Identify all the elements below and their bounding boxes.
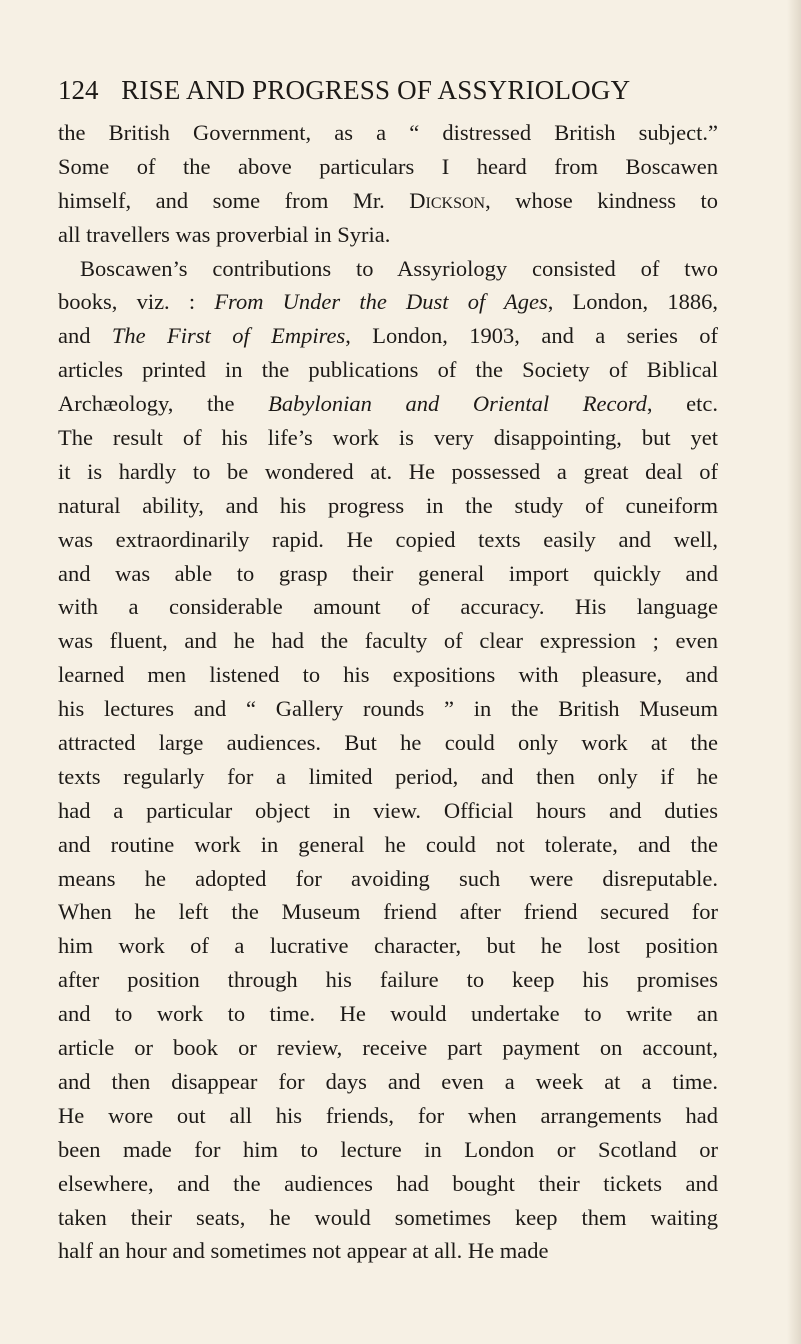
text-line [58, 997, 718, 1031]
running-title: RISE AND PROGRESS OF ASSYRIOLOGY [121, 75, 631, 105]
text-run: and routine work in general he could not tolerate, and the [58, 831, 718, 857]
text-line [58, 1201, 718, 1235]
text-run: been made for him to lecture in London or Scotland or [58, 1136, 718, 1162]
text-run: with a considerable amount of accuracy. His language [58, 594, 718, 620]
text-line [58, 218, 718, 252]
italic-title: From Under the Dust of Ages [214, 289, 548, 315]
text-run: natural ability, and his progress in the study of cuneiform [58, 492, 718, 518]
text-line [58, 455, 718, 489]
text-line [58, 523, 718, 557]
body-text [58, 116, 718, 1268]
text-run: The result of his life’s work is very disappointing, but yet [58, 425, 718, 451]
text-run: , whose kindness to [485, 187, 718, 213]
text-line [58, 184, 718, 218]
text-line [58, 794, 718, 828]
text-run: it is hardly to be wondered at. He possessed a great deal of [58, 458, 718, 484]
text-line [58, 895, 718, 929]
text-run: had a particular object in view. Official hours and duties [58, 797, 718, 823]
text-line [58, 963, 718, 997]
text-run: taken their seats, he would sometimes keep them waiting [58, 1204, 718, 1230]
text-line [58, 658, 718, 692]
text-line [58, 353, 718, 387]
text-line [58, 828, 718, 862]
text-run: and [58, 323, 112, 349]
text-line [58, 726, 718, 760]
text-line [58, 862, 718, 896]
text-run: articles printed in the publications of the Society of Biblical [58, 357, 718, 383]
text-line [58, 1031, 718, 1065]
italic-title: The First of Empires [111, 323, 346, 349]
text-line [58, 1234, 718, 1268]
text-run: learned men listened to his expositions with pleasure, and [58, 662, 718, 688]
text-run: and to work to time. He would undertake to write an [58, 1001, 718, 1027]
text-run: after position through his failure to keep his promises [58, 967, 718, 993]
text-line [58, 624, 718, 658]
text-run: Archæology, the [58, 391, 269, 417]
text-line [58, 319, 718, 353]
text-run: article or book or review, receive part payment on account, [58, 1035, 718, 1061]
text-run: the British Government, as a “ distressed British subject.” [58, 120, 718, 145]
small-caps-name: Dickson [409, 187, 486, 213]
text-line [58, 1099, 718, 1133]
text-run: means he adopted for avoiding such were disreputable. [58, 865, 718, 891]
text-run: elsewhere, and the audiences had bought their tickets and [58, 1170, 718, 1196]
page-header [58, 70, 718, 110]
text-run: , London, 1886, [547, 289, 718, 315]
text-run: Some of the above particulars I heard from Boscawen [58, 153, 718, 179]
text-line [58, 421, 718, 455]
text-run: was fluent, and he had the faculty of clear expression ; even [58, 628, 718, 654]
text-run: half an hour and sometimes not appear at all. He made [58, 1238, 549, 1264]
text-line [58, 150, 718, 184]
text-run: books, viz. : [58, 289, 215, 315]
text-line [58, 387, 718, 421]
text-run: texts regularly for a limited period, and then only if he [58, 763, 718, 789]
page-number: 124 [58, 75, 99, 105]
text-run: all travellers was proverbial in Syria. [58, 221, 391, 247]
text-line [58, 929, 718, 963]
text-run: attracted large audiences. But he could only work at the [58, 730, 718, 756]
text-line [58, 557, 718, 591]
text-run: him work of a lucrative character, but he lost position [58, 933, 718, 959]
text-line [58, 760, 718, 794]
text-line [58, 590, 718, 624]
text-run: and then disappear for days and even a week at a time. [58, 1068, 718, 1094]
text-run: When he left the Museum friend after friend secured for [58, 899, 718, 925]
text-run: and was able to grasp their general import quickly and [58, 560, 718, 586]
text-run: was extraordinarily rapid. He copied texts easily and well, [58, 526, 718, 552]
page-edge-shadow [787, 0, 801, 1344]
text-line [58, 252, 718, 286]
text-line [58, 116, 718, 150]
text-line [58, 285, 718, 319]
text-run: his lectures and “ Gallery rounds ” in the British Museum [58, 696, 718, 722]
text-run: He wore out all his friends, for when arrangements had [58, 1102, 718, 1128]
text-line [58, 1133, 718, 1167]
italic-title: Babylonian and Oriental Record [268, 391, 647, 417]
text-run: Boscawen’s contributions to Assyriology consisted of two [80, 255, 718, 281]
text-run: himself, and some from Mr. [58, 187, 410, 213]
text-run: , etc. [646, 391, 718, 417]
text-run: , London, 1903, and a series of [345, 323, 718, 349]
text-line [58, 1065, 718, 1099]
text-line [58, 692, 718, 726]
text-line [58, 489, 718, 523]
text-line [58, 1167, 718, 1201]
